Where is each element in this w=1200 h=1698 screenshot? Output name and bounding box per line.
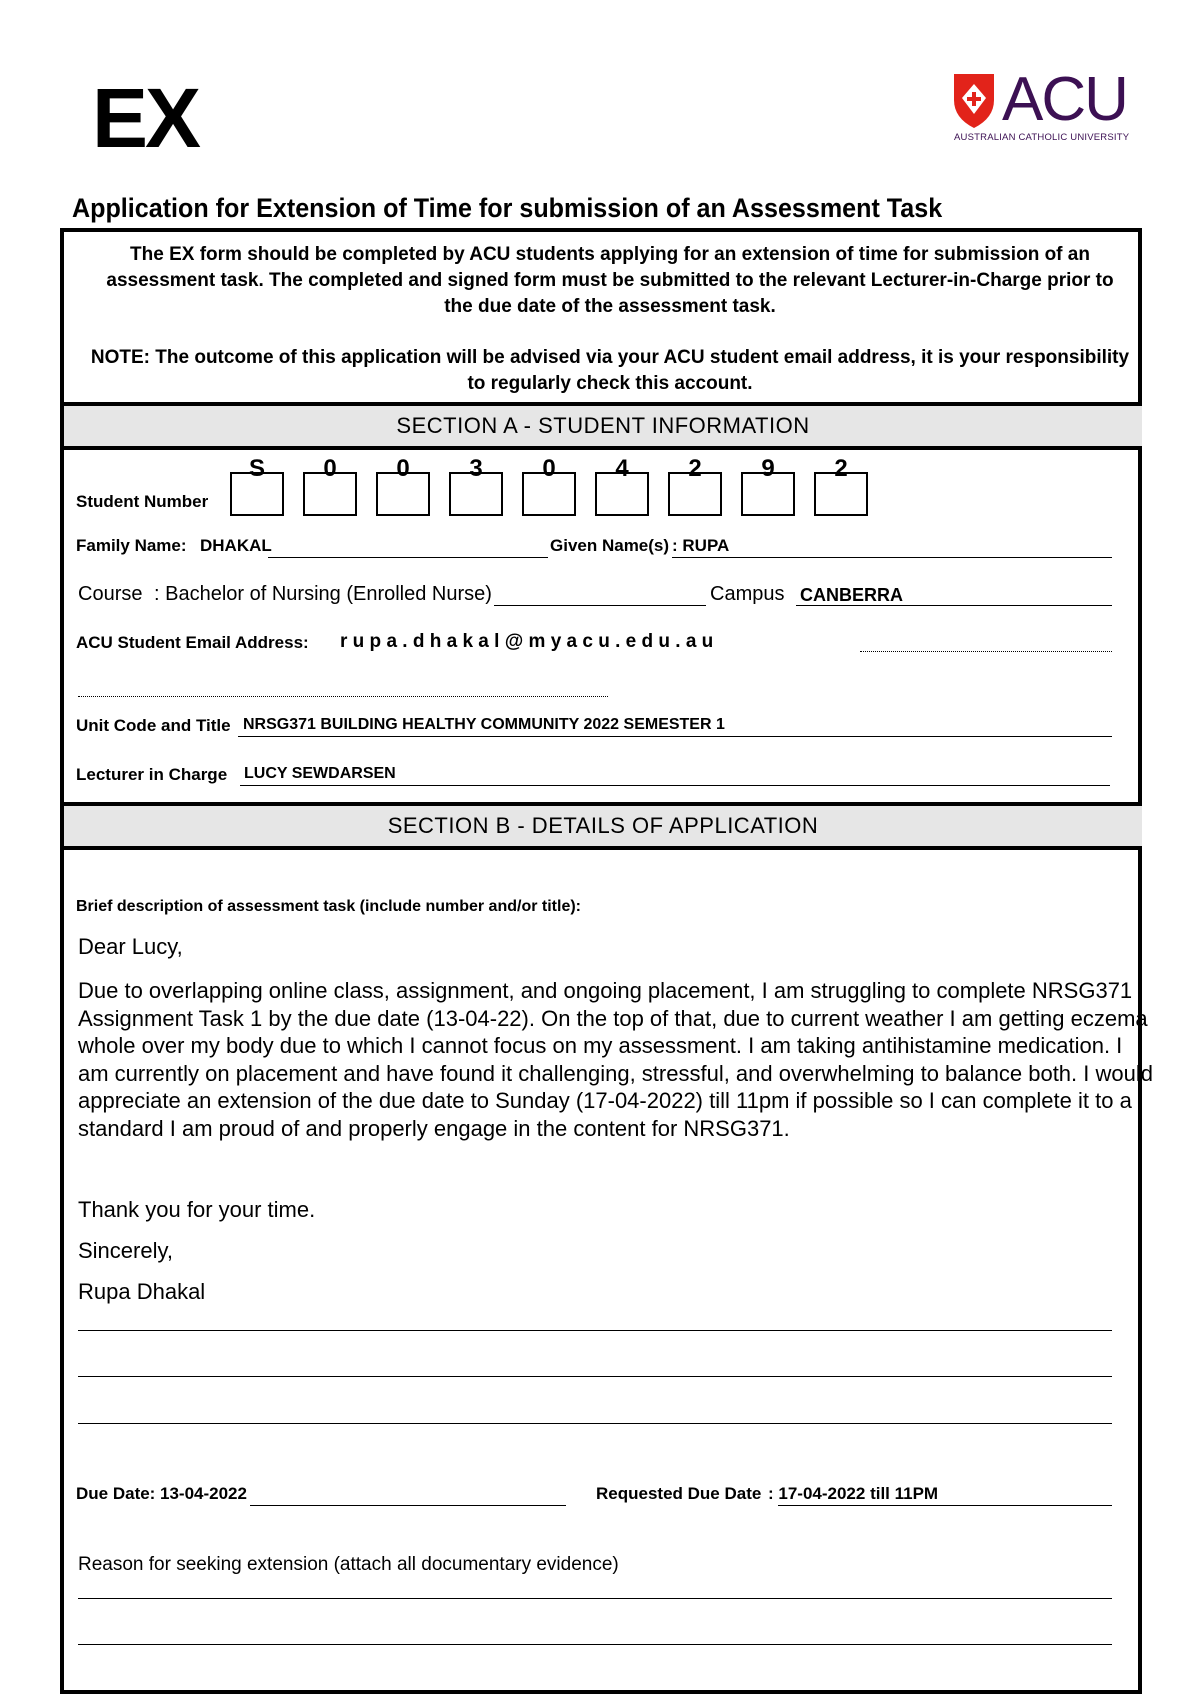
email-dotted-line: [860, 651, 1112, 652]
letter-closing[interactable]: Sincerely,: [78, 1238, 173, 1263]
lecturer-line: [240, 785, 1110, 786]
logo-subtitle: AUSTRALIAN CATHOLIC UNIVERSITY: [954, 132, 1130, 143]
student-number-digit: 0: [542, 455, 556, 482]
due-date-value[interactable]: 13-04-2022: [160, 1484, 247, 1503]
email-label: ACU Student Email Address:: [76, 633, 309, 652]
family-name-label: Family Name:: [76, 536, 187, 555]
email-value[interactable]: r u p a . d h a k a l @ m y a c u . e d u . a u: [340, 631, 714, 652]
description-line-2: [78, 1376, 1112, 1377]
given-name-line: [672, 557, 1112, 558]
acu-logo: [952, 65, 1152, 146]
email-dotted-line-2: [78, 696, 608, 697]
family-name-value[interactable]: DHAKAL: [200, 536, 272, 555]
unit-value[interactable]: NRSG371 BUILDING HEALTHY COMMUNITY 2022 SEMESTER 1: [243, 716, 725, 733]
campus-value[interactable]: CANBERRA: [800, 585, 903, 605]
due-date-line: [250, 1505, 566, 1506]
campus-line: [796, 605, 1112, 606]
student-number-label: Student Number: [76, 492, 209, 511]
course-line: [494, 605, 706, 606]
letter-body[interactable]: Due to overlapping online class, assignment, and ongoing placement, I am struggling to complete NRSG371 Assignment Task 1 by the due date (13-04-22). On the top of that, due to current weather I am getting eczema whole over my body due to which I cannot focus on my assessment. I am taking antihistamine medication. I am currently on placement and have found it challenging, stressful, and overwhelming to balance both. I would appreciate an extension of the due date to Sunday (17-04-2022) till 11pm if possible so I can complete it to a standard I am proud of and properly engage in the content for NRSG371.: [78, 978, 1153, 1141]
reason-line-2: [78, 1644, 1112, 1645]
student-number-digit: 3: [469, 455, 483, 482]
requested-due-date-label: Requested Due Date: [596, 1484, 762, 1503]
lecturer-value[interactable]: LUCY SEWDARSEN: [244, 765, 396, 782]
letter-signature-name[interactable]: Rupa Dhakal: [78, 1279, 206, 1304]
given-name-value[interactable]: : RUPA: [672, 536, 730, 555]
unit-label: Unit Code and Title: [76, 716, 231, 735]
student-number-digit: S: [248, 455, 265, 482]
form-code: EX: [92, 71, 199, 165]
letter-thanks[interactable]: Thank you for your time.: [78, 1197, 316, 1222]
logo-wordmark: ACU: [1002, 65, 1127, 134]
campus-label: Campus: [710, 583, 785, 605]
section-b-heading: SECTION B - DETAILS OF APPLICATION: [64, 802, 1142, 850]
requested-due-date-value[interactable]: : 17-04-2022 till 11PM: [768, 1484, 939, 1503]
reason-label: Reason for seeking extension (attach all documentary evidence): [78, 1554, 619, 1575]
student-number-digit: 0: [396, 455, 410, 482]
course-value[interactable]: : Bachelor of Nursing (Enrolled Nurse): [154, 583, 492, 605]
given-name-label: Given Name(s): [550, 536, 670, 555]
intro-paragraph: The EX form should be completed by ACU students applying for an extension of time for submission of an assessment task. The completed and signed form must be submitted to the relevant Lecturer-in-Charge prior to the due date of the assessment task.: [106, 244, 1114, 317]
form-title: Application for Extension of Time for submission of an Assessment Task: [72, 193, 943, 223]
description-line-3: [78, 1423, 1112, 1424]
course-label: Course: [78, 583, 143, 605]
description-label: Brief description of assessment task (include number and/or title):: [76, 898, 581, 915]
section-a-heading: SECTION A - STUDENT INFORMATION: [64, 402, 1142, 450]
student-number-digit: 9: [761, 455, 775, 482]
letter-salutation[interactable]: Dear Lucy,: [78, 934, 183, 959]
due-date-label: Due Date:: [76, 1484, 156, 1503]
student-number-digit: 2: [834, 455, 848, 482]
family-name-line: [268, 557, 548, 558]
student-number-digit: 0: [323, 455, 337, 482]
lecturer-label: Lecturer in Charge: [76, 765, 228, 784]
reason-line-1: [78, 1598, 1112, 1599]
requested-due-date-line: [778, 1505, 1112, 1506]
intro-note: NOTE: The outcome of this application will be advised via your ACU student email address, it is your responsibility to regularly check this account.: [90, 347, 1130, 394]
unit-line: [238, 736, 1112, 737]
student-number-digit: 2: [688, 455, 702, 482]
description-line-1: [78, 1330, 1112, 1331]
student-number-digit: 4: [615, 455, 629, 482]
